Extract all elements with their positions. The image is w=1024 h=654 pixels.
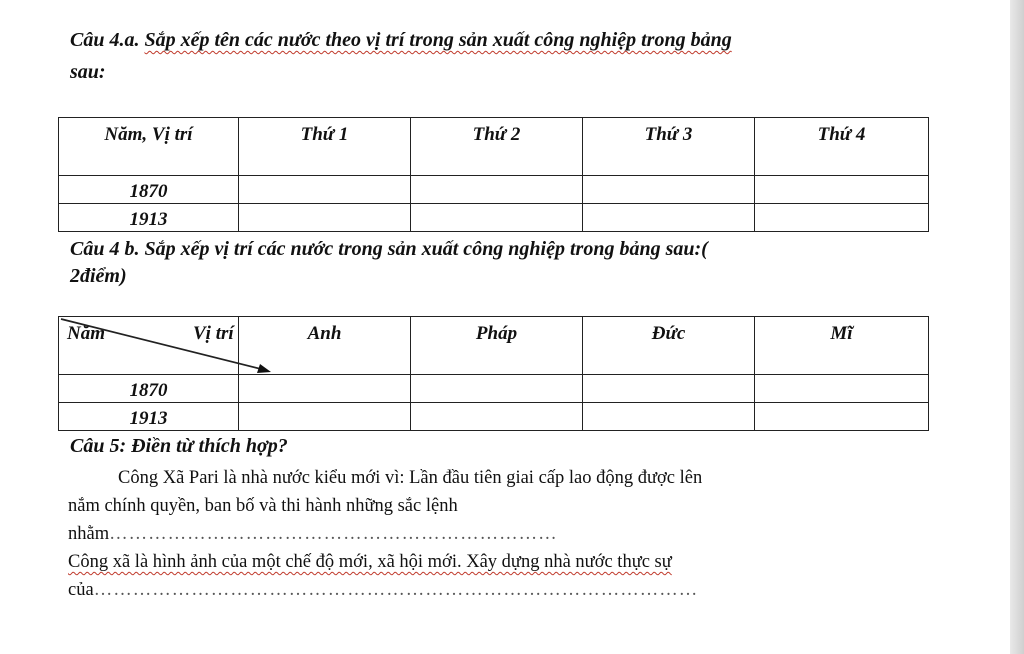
answer-cell[interactable] bbox=[755, 204, 929, 232]
question-5-title: Câu 5: Điền từ thích hợp? bbox=[70, 435, 288, 457]
question-5-line-1: Công Xã Pari là nhà nước kiểu mới vì: Lần đầu tiên giai cấp lao động được lên bbox=[118, 468, 703, 488]
answer-cell[interactable] bbox=[239, 176, 411, 204]
header-cell: Mĩ bbox=[755, 317, 929, 375]
answer-cell[interactable] bbox=[755, 375, 929, 403]
table-header-row bbox=[59, 118, 929, 176]
answer-cell[interactable] bbox=[239, 403, 411, 431]
question-4a-text: Sắp xếp tên các nước theo vị trí trong sản xuất công nghiệp trong bảng bbox=[144, 29, 732, 51]
answer-cell[interactable] bbox=[411, 403, 583, 431]
table-header-row bbox=[59, 317, 929, 375]
answer-cell[interactable] bbox=[755, 176, 929, 204]
corner-cell bbox=[59, 317, 239, 375]
year-cell: 1870 bbox=[59, 375, 239, 403]
header-cell: Thứ 1 bbox=[239, 118, 411, 176]
answer-cell[interactable] bbox=[583, 204, 755, 232]
table-4a bbox=[58, 117, 929, 232]
year-cell: 1870 bbox=[59, 176, 239, 204]
table-row bbox=[59, 176, 929, 204]
question-4a-title-cont: sau: bbox=[70, 61, 106, 83]
answer-cell[interactable] bbox=[755, 403, 929, 431]
answer-cell[interactable] bbox=[239, 204, 411, 232]
answer-cell[interactable] bbox=[411, 176, 583, 204]
window-edge bbox=[1010, 0, 1024, 654]
year-cell: 1913 bbox=[59, 403, 239, 431]
fill-in-blank-2[interactable]: ………………………………………………………………………………… bbox=[93, 580, 699, 600]
table-row bbox=[59, 403, 929, 431]
question-5-line-4: Công xã là hình ảnh của một chế độ mới, xã hội mới. Xây dựng nhà nước thực sự bbox=[68, 552, 672, 572]
question-5-line-5: của………………………………………………………………………………… bbox=[68, 580, 699, 600]
table-4b bbox=[58, 316, 929, 431]
corner-label-year: Năm bbox=[67, 323, 105, 344]
header-cell: Thứ 3 bbox=[583, 118, 755, 176]
answer-cell[interactable] bbox=[583, 403, 755, 431]
answer-cell[interactable] bbox=[583, 176, 755, 204]
answer-cell[interactable] bbox=[583, 375, 755, 403]
answer-cell[interactable] bbox=[411, 204, 583, 232]
fill-in-blank-1[interactable]: …………………………………………………………… bbox=[109, 524, 558, 544]
question-4a-title bbox=[70, 28, 950, 52]
diagonal-arrow-icon bbox=[59, 317, 299, 387]
header-cell: Thứ 4 bbox=[755, 118, 929, 176]
year-cell: 1913 bbox=[59, 204, 239, 232]
header-cell: Năm, Vị trí bbox=[59, 118, 239, 176]
header-cell: Anh bbox=[239, 317, 411, 375]
corner-label-position: Vị trí bbox=[193, 323, 234, 344]
question-5-line-3: nhằm…………………………………………………………… bbox=[68, 524, 558, 544]
header-cell: Đức bbox=[583, 317, 755, 375]
question-4b-title: Câu 4 b. Sắp xếp vị trí các nước trong sản xuất công nghiệp trong bảng sau:( bbox=[70, 238, 708, 260]
table-row bbox=[59, 204, 929, 232]
question-4b-title-cont: 2điểm) bbox=[70, 265, 127, 287]
answer-cell[interactable] bbox=[411, 375, 583, 403]
question-5-line-2: nắm chính quyền, ban bố và thi hành những sắc lệnh bbox=[68, 496, 458, 516]
header-cell: Thứ 2 bbox=[411, 118, 583, 176]
header-cell: Pháp bbox=[411, 317, 583, 375]
question-4a-label: Câu 4.a. bbox=[70, 29, 140, 51]
